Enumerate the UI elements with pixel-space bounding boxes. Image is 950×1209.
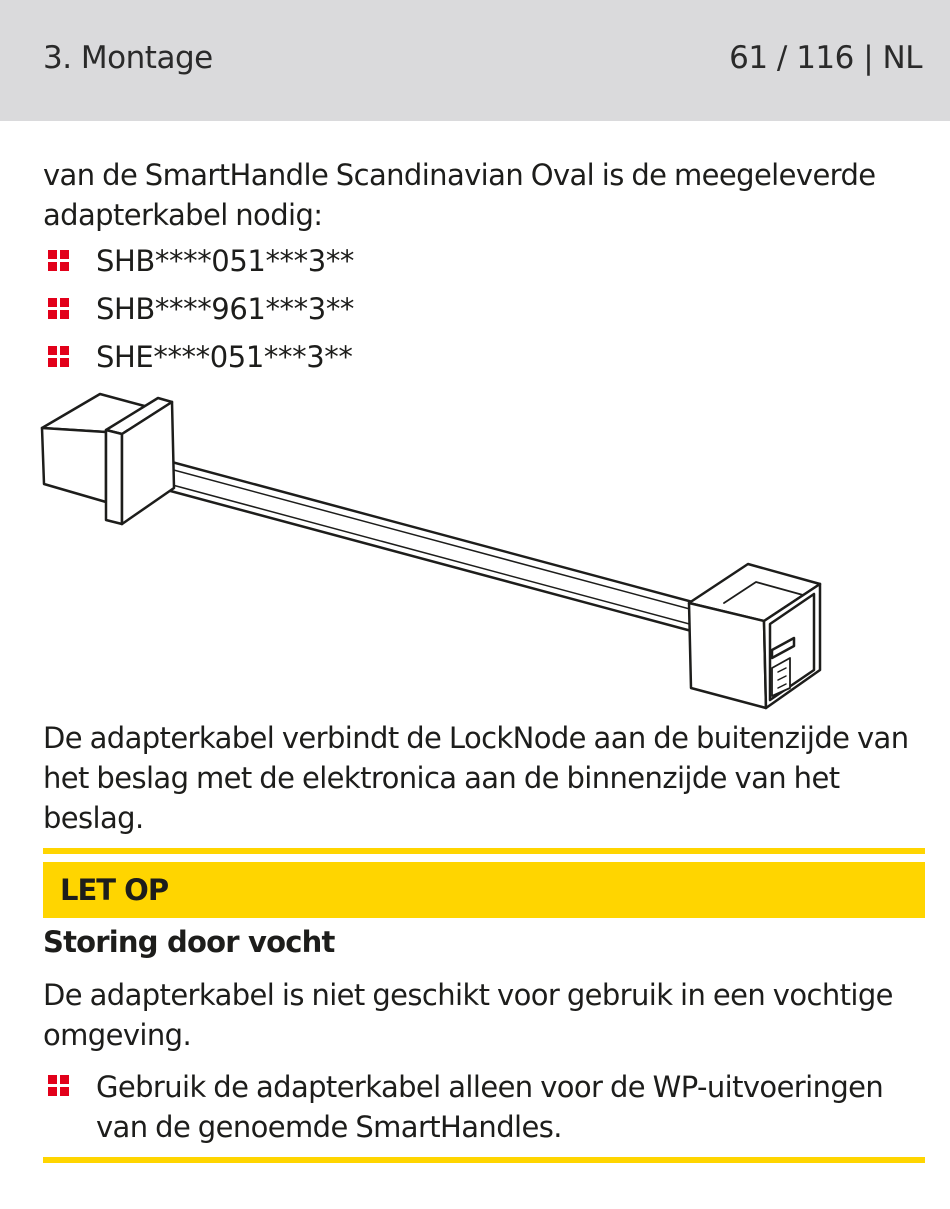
notice-instruction-list	[43, 1067, 925, 1147]
page-header	[0, 0, 950, 121]
notice-text: De adapterkabel is niet geschikt voor gebruik in een vochtige omgeving.	[43, 978, 893, 1052]
description-block	[43, 718, 925, 838]
intro-block	[43, 155, 925, 381]
model-code-list	[43, 237, 925, 381]
red-square-bullet-icon	[48, 250, 70, 272]
notice-label-bar	[43, 862, 925, 918]
list-item	[43, 1067, 925, 1147]
notice-bottom-rule	[43, 1157, 925, 1163]
list-item	[43, 285, 925, 333]
intro-paragraph: van de SmartHandle Scandinavian Oval is de meegeleverde adapterkabel nodig:	[43, 158, 876, 232]
notice-title: Storing door vocht	[43, 925, 335, 959]
instruction-text: Gebruik de adapterkabel alleen voor de WP-uitvoeringen van de genoemde SmartHandles.	[96, 1070, 884, 1144]
notice-body	[43, 975, 925, 1147]
red-square-bullet-icon	[48, 298, 70, 320]
list-item	[43, 333, 925, 381]
notice-label: LET OP	[60, 873, 169, 907]
adapter-cable-illustration	[40, 388, 825, 713]
notice-top-rule	[43, 848, 925, 854]
model-code: SHE****051***3**	[96, 340, 353, 374]
red-square-bullet-icon	[48, 346, 70, 368]
list-item	[43, 237, 925, 285]
red-square-bullet-icon	[48, 1075, 70, 1097]
model-code: SHB****961***3**	[96, 292, 355, 326]
section-title: 3. Montage	[43, 40, 213, 76]
page-info: 61 / 116 | NL	[729, 40, 922, 76]
description-paragraph: De adapterkabel verbindt de LockNode aan de buitenzijde van het beslag met de elektronica aan de binnenzijde van het beslag.	[43, 721, 909, 835]
model-code: SHB****051***3**	[96, 244, 355, 278]
